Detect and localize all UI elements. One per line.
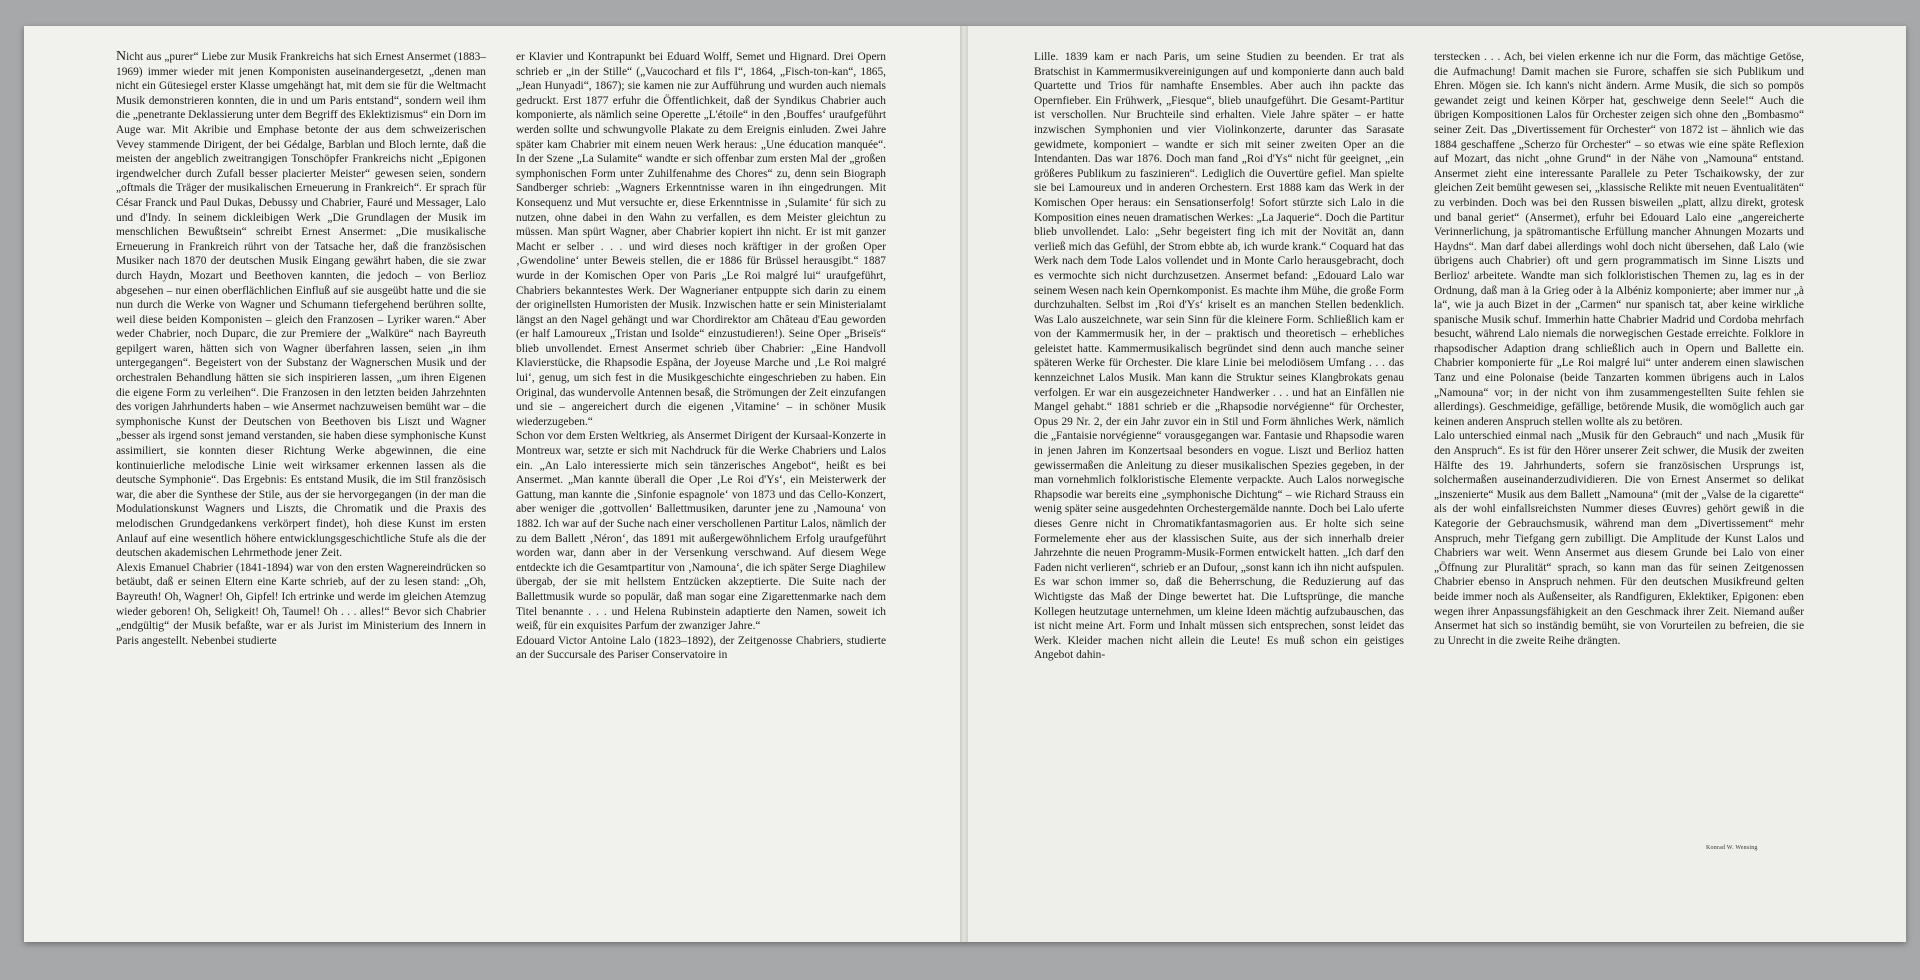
text-column-4	[1434, 50, 1804, 648]
text-column-2	[516, 50, 886, 663]
center-fold	[960, 26, 968, 942]
text-column-3	[1034, 50, 1404, 663]
paragraph: Edouard Victor Antoine Lalo (1823–1892), der Zeitgenosse Chabriers, studierte an der Succursale des Pariser Conservatoire in	[516, 634, 886, 662]
paragraph: terstecken . . . Ach, bei vielen erkenne ich nur die Form, das mächtige Getöse, die Aufmachung! Damit machen sie Furore, schaffen sie sich Publikum und Ehren. Mögen sie. Ich kann's nicht ändern. Arme Musik, die sich so pompös gewandet zeigt und keinen Körper hat, geschweige denn Seele!“ Auch die übrigen Kompositionen Lalos für Orchester zeigen sich ohne den „Bombasmo“ seiner Zeit. Das „Divertissement für Orchester“ von 1872 ist – ähnlich wie das 1884 geschaffene „Scherzo für Orchester“ – so etwas wie eine späte Reflexion auf Mozart, das nicht „ohne Grund“ in der Nähe von „Namouna“ entstand. Ansermet zieht eine interessante Parallele zu Peter Tschaikowsky, der zur gleichen Zeit bemüht gewesen sei, „klassische Relikte mit neuen Eventualitäten“ zu verbinden. Doch was bei den Russen bisweilen „platt, allzu direkt, grotesk und banal geriet“ (Ansermet), erfuhr bei Edouard Lalo eine „angereicherte Verinnerlichung, ja spätromantische Erfüllung mancher Ahnungen Mozarts und Haydns“. Man darf dabei allerdings wohl doch nicht übersehen, daß Lalo (wie übrigens auch Chabrier) oft und gern programmatisch im Sinne Liszts und Berlioz' arbeitete. Wandte man sich folkloristischen Themen zu, lag es in der Ordnung, daß man à la Grieg oder à la Albéniz komponierte; aber immer nur „à la“, wie ja auch Bizet in der „Carmen“ nur spanisch tat, aber keine wirkliche spanische Musik schuf. Immerhin hatte Chabrier Madrid und Cordoba mehrfach besucht, während Lalo niemals die norwegischen Gestade erreichte. Folklore in rhapsodischer Adaption drang schließlich auch in Opern und Ballette ein. Chabrier komponierte für „Le Roi malgré lui“ unter anderem einen slawischen Tanz und eine Polonaise (beide Tanzarten kommen übrigens auch in Lalos „Namouna“ vor; in der nicht von ihm zusammengestellten Suite fehlen sie allerdings). Geschmeidige, gefällige, betörende Musik, die womöglich auch gar keinen anderen Anspruch stellen wollte als zu betören.	[1434, 51, 1804, 428]
author-credit: Konrad W. Wensing	[1706, 845, 1758, 851]
paragraph: Lalo unterschied einmal nach „Musik für den Gebrauch“ und nach „Musik für den Anspruch“. Es ist für den Hörer unserer Zeit schwer, die Musik der zweiten Hälfte des 19. Jahrhunderts, sofern sie französischen Ursprungs ist, solchermaßen auseinanderzudividieren. Die von Ernest Ansermet so delikat „inszenierte“ Musik aus dem Ballett „Namouna“ (mit der „Valse de la cigarette“ als der wohl einfallsreichsten Nummer dieses Œuvres) gehört gewiß in die Kategorie der Gebrauchsmusik, während man dem „Divertissement“ mehr Anspruch, mehr Tiefgang gern zubilligt. Die Amplitude der Kunst Lalos und Chabriers war weit. Wenn Ansermet aus diesem Grunde bei Lalo von einer „Öffnung zur Pluralität“ sprach, so kann man das für seinen Zeitgenossen Chabrier ebenso in Anspruch nehmen. Für den deutschen Musikfreund gelten beide immer noch als Außenseiter, als Randfiguren, Eklektiker, Epigonen: eben wegen ihrer Anpassungsfähigkeit an den Geschmack ihrer Zeit. Niemand außer Ansermet hat sich so inständig bemüht, sie von Vorurteilen zu befreien, die sie zu Unrecht in die zweite Reihe drängten.	[1434, 430, 1804, 647]
text-column-1	[116, 50, 486, 648]
paragraph-text: icht aus „purer“ Liebe zur Musik Frankreichs hat sich Ernest Ansermet (1883–1969) immer wieder mit jenen Komponisten auseinandergesetzt, „denen man nicht ein Gütesiegel erster Klasse umgehängt hat, mit dem sie für die Weltmacht Musik demonstrieren konnten, die in und um Paris entstand“, sondern weil ihm die „penetrante Deklassierung unter dem Begriff des Eklektizismus“ ein Dorn im Auge war. Mit Akribie und Emphase betonte der aus dem schweizerischen Vevey stammende Dirigent, der bei Gédalge, Barblan und Bloch lernte, daß die meisten der angeblich zweitrangigen Tonschöpfer Frankreichs nicht „Epigonen irgendwelcher durch Zufall besser placierter Meister“ gewesen seien, sondern „oftmals die Träger der musikalischen Erneuerung in Frankreich“. Er sprach für César Franck und Paul Dukas, Debussy und Chabrier, Fauré und Messager, Lalo und d'Indy. In seinem dickleibigen Werk „Die Grundlagen der Musik im menschlichen Bewußtsein“ schreibt Ernest Ansermet: „Die musikalische Erneuerung in Frankreich rührt von der Tatsache her, daß die französischen Musiker nach 1870 der deutschen Musik Eingang gewährt haben, die sie zwar durch Haydn, Mozart und Beethoven kannten, die jedoch – von Berlioz abgesehen – nur einen oberflächlichen Einfluß auf sie ausgeübt hatte und die sie nun durch die Werke von Wagner und Schumann tiefergehend berühren sollte, weil diese beiden Komponisten – gleich den Franzosen – Lyriker waren.“ Aber weder Chabrier, noch Duparc, die zur Premiere der „Walküre“ nach Bayreuth gepilgert waren, hätten sich von Wagner überfahren lassen, seien „in ihm untergegangen“. Begeistert von der Substanz der Wagnerschen Musik und der orchestralen Behandlung hätten sie sich inspirieren lassen, „um ihren Eigenen die eigene Form zu verleihen“. Die Franzosen in den letzten beiden Jahrzehnten des vorigen Jahrhunderts haben – wie Ansermet nachzuweisen bemüht war – die symphonische Kunst der Deutschen von Beethoven bis Liszt und Wagner „besser als irgend sonst jemand verstanden, sie haben diese symphonische Kunst assimiliert, sie konnten dieser Richtung Werke abgewinnen, die eine kontinuierliche melodische Linie weit wirksamer erkennen lassen als die deutsche Symphonie“. Das Ergebnis: Es entstand Musik, die im Stil französisch war, die aber die Synthese der Stile, aus der sie hervorgegangen (in der man die Modulationskunst Wagners und Liszts, die Chromatik und die Praxis des melodischen Grundgedankens verkörpert findet), hoh diese Kunst im ersten Anlauf auf eine wesentlich höhere entwicklungsgeschichtliche Stufe als die der deutschen akademischen Lehrmethode jener Zeit.	[116, 51, 486, 560]
initial-letter: N	[116, 49, 127, 64]
paragraph: er Klavier und Kontrapunkt bei Eduard Wolff, Semet und Hignard. Drei Opern schrieb er „in der Stille“ („Vaucochard et fils I“, 1864, „Fisch-ton-kan“, 1865, „Jean Hunyadi“, 1867); sie kamen nie zur Aufführung und wurden auch niemals gedruckt. Erst 1877 erfuhr die Öffentlichkeit, daß der Syndikus Chabrier auch komponierte, als nämlich seine Operette „L'étoile“ in den ‚Bouffes‘ uraufgeführt werden sollte und schwungvolle Plakate zu dem Ereignis einluden. Zwei Jahre später kam Chabrier mit einem neuen Werk heraus: „Une éducation manquée“. In der Szene „La Sulamite“ wandte er sich offenbar zum ersten Mal der „großen symphonischen Form unter Zuhilfenahme des Chores“ zu, denn sein Biograph Sandberger schrieb: „Wagners Erkenntnisse waren in ihn eingedrungen. Mit Konsequenz und Mut versuchte er, diese Erkenntnisse in ‚Sulamite‘ für sich zu nutzen, ohne dabei in den Wahn zu verfallen, es dem Meister gleichtun zu müssen. Man spürt Wagner, aber Chabrier kopiert ihn nicht. Er ist mit ganzer Macht er selber . . . und wird dieses noch kräftiger in der großen Oper ‚Gwendoline‘ unter Beweis stellen, die er 1886 für Brüssel herausgibt.“ 1887 wurde in der Komischen Oper von Paris „Le Roi malgré lui“ uraufgeführt, Chabriers bekanntestes Werk. Der Wagnerianer entpuppte sich darin zu einem der originellsten Humoristen der Musik. Inzwischen hatte er sein Ministerialamt längst an den Nagel gehängt und war Chordirektor am Château d'Eau geworden (er half Lamoureux „Tristan und Isolde“ einzustudieren!). Seine Oper „Briseïs“ blieb unvollendet. Ernest Ansermet schrieb über Chabrier: „Eine Handvoll Klavierstücke, die Rhapsodie Espãna, der Joyeuse Marche und ‚Le Roi malgré lui‘, genug, um sich fest in die Musikgeschichte eingeschrieben zu haben. Ein Original, das wundervolle Antennen besaß, die Strömungen der Zeit einzufangen und sie – angereichert durch die eigenen ‚Vitamine‘ – in schöner Musik wiederzugeben.“	[516, 51, 886, 428]
paragraph: Alexis Emanuel Chabrier (1841-1894) war von den ersten Wagnereindrücken so betäubt, daß er seinen Eltern eine Karte schrieb, auf der zu lesen stand: „Oh, Bayreuth! Oh, Wagner! Oh, Gipfel! Ich ertrinke und werde im gleichen Atemzug wieder geboren! Oh, Seligkeit! Oh, Taumel! Oh . . . alles!“ Bevor sich Chabrier „endgültig“ der Musik befaßte, war er als Jurist im Ministerium des Innern in Paris angestellt. Nebenbei studierte	[116, 561, 486, 647]
paragraph: Schon vor dem Ersten Weltkrieg, als Ansermet Dirigent der Kursaal-Konzerte in Montreux war, setzte er sich mit Nachdruck für die Werke Chabriers und Lalos ein. „An Lalo interessierte mich sein tänzerisches Angebot“, heißt es bei Ansermet. „Man kannte überall die Oper ‚Le Roi d'Ys‘, ein Meisterwerk der Gattung, man kannte die ‚Sinfonie espagnole‘ von 1873 und das Cello-Konzert, aber weniger die ‚gottvollen‘ Ballettmusiken, darunter jene zu ‚Namouna‘ von 1882. Ich war auf der Suche nach einer verschollenen Partitur Lalos, nämlich der zu dem Ballett ‚Néron‘, das 1891 mit außergewöhnlichem Erfolg uraufgeführt worden war, dann aber in der Versenkung verschwand. Auf diesem Wege entdeckte ich die Gesamtpartitur von ‚Namouna‘, die ich später Serge Diaghilew übergab, der sie mit hellstem Entzücken akzeptierte. Die Suite nach der Ballettmusik wurde so populär, daß man sogar eine Zigarettenmarke nach dem Titel benannte . . . und Helena Rubinstein adaptierte den Namen, soweit ich weiß, für ein exquisites Parfum der zwanziger Jahre.“	[516, 430, 886, 633]
paragraph: Lille. 1839 kam er nach Paris, um seine Studien zu beenden. Er trat als Bratschist in Kammermusikvereinigungen auf und komponierte dann auch bald Quartette und Trios für namhafte Ensembles. Aber auch ihn packte das Opernfieber. Ein Frühwerk, „Fiesque“, blieb unaufgeführt. Die Gesamt-Partitur ist verschollen. Nur Bruchteile sind erhalten. Viele Jahre später – er hatte inzwischen Symphonien und vier Violinkonzerte, darunter das Sarasate gewidmete, komponiert – wandte er sich mit seiner zweiten Oper an die Intendanten. Das war 1876. Doch man fand „Roi d'Ys“ nicht für geeignet, „ein größeres Publikum zu faszinieren“. Lediglich die Ouvertüre gefiel. Man spielte sie bei Lamoureux und in anderen Orchestern. Erst 1888 kam das Werk in der Komischen Oper heraus: ein Sensationserfolg! Sofort stürzte sich Lalo in die Komposition eines neuen dramatischen Werkes: „La Jaquerie“. Doch die Partitur blieb unvollendet. Lalo: „Sehr begeistert fing ich mit der Novität an, dann verließ mich das Gefühl, der Strom ebbte ab, ich wurde krank.“ Coquard hat das Werk nach dem Tode Lalos vollendet und in Monte Carlo herausgebracht, doch es vermochte sich nicht durchzusetzen. Ansermet befand: „Edouard Lalo war seinem Wesen nach kein Opernkomponist. Es machte ihm Mühe, die große Form durchzuhalten. Selbst im ‚Roi d'Ys‘ kriselt es an manchen Stellen bedenklich. Was Lalo auszeichnete, war sein Sinn für die kleinere Form. Schließlich kam er von der Kammermusik her, in der – praktisch und theoretisch – erhebliches geleistet hatte. Kammermusikalisch begründet sind denn auch manche seiner späteren Werke für Orchester. Die klare Linie bei melodiösem Umfang . . . das kennzeichnet Lalos Musik. Man kann die Struktur seines Klangbrokats genau verfolgen. Er war ein ausgezeichneter Handwerker . . . und hat an Einfällen nie Mangel gehabt.“ 1881 schrieb er die „Rhapsodie norvégienne“ für Orchester, Opus 29 Nr. 2, der ein Jahr zuvor ein in Stil und Form ähnliches Werk, nämlich die „Fantaisie norvégienne“ vorausgegangen war. Fantasie und Rhapsodie waren in jenen Jahren im Konzertsaal besonders en vogue. Liszt und Berlioz hatten gewissermaßen die Anleitung zu dieser musikalischen Spezies gegeben, in der man vornehmlich folkloristische Elemente verpackte. Auch Lalos norwegische Rhapsodie war bereits eine „symphonische Dichtung“ – wie Richard Strauss ein wenig später seine ausgedehnten Orchestergemälde nannte. Doch bei Lalo uferte dieses Genre nicht in Chromatikfantasmagorien aus. Er holte sich seine Formelemente eher aus der klassischen Suite, aus der sich innerhalb dreier Jahrzehnte die neuen Programm-Musik-Formen entwickelt hatten. „Ich darf den Faden nicht verlieren“, schrieb er an Dufour, „sonst kann ich ihn nicht aufspulen. Es war schon immer so, daß die Beherrschung, die Reduzierung auf das Wichtigste das Maß der Dinge bewertet hat. Die Luftsprünge, die manche Kollegen heutzutage unternehmen, um kleine Ideen mächtig aufzubauschen, das ist nicht meine Art. Form und Inhalt müssen sich entsprechen, sonst leidet das Werk. Kleider machen nicht allein die Leute! Es muß schon ein geistiges Angebot dahin-	[1034, 51, 1404, 662]
paragraph	[116, 50, 486, 561]
